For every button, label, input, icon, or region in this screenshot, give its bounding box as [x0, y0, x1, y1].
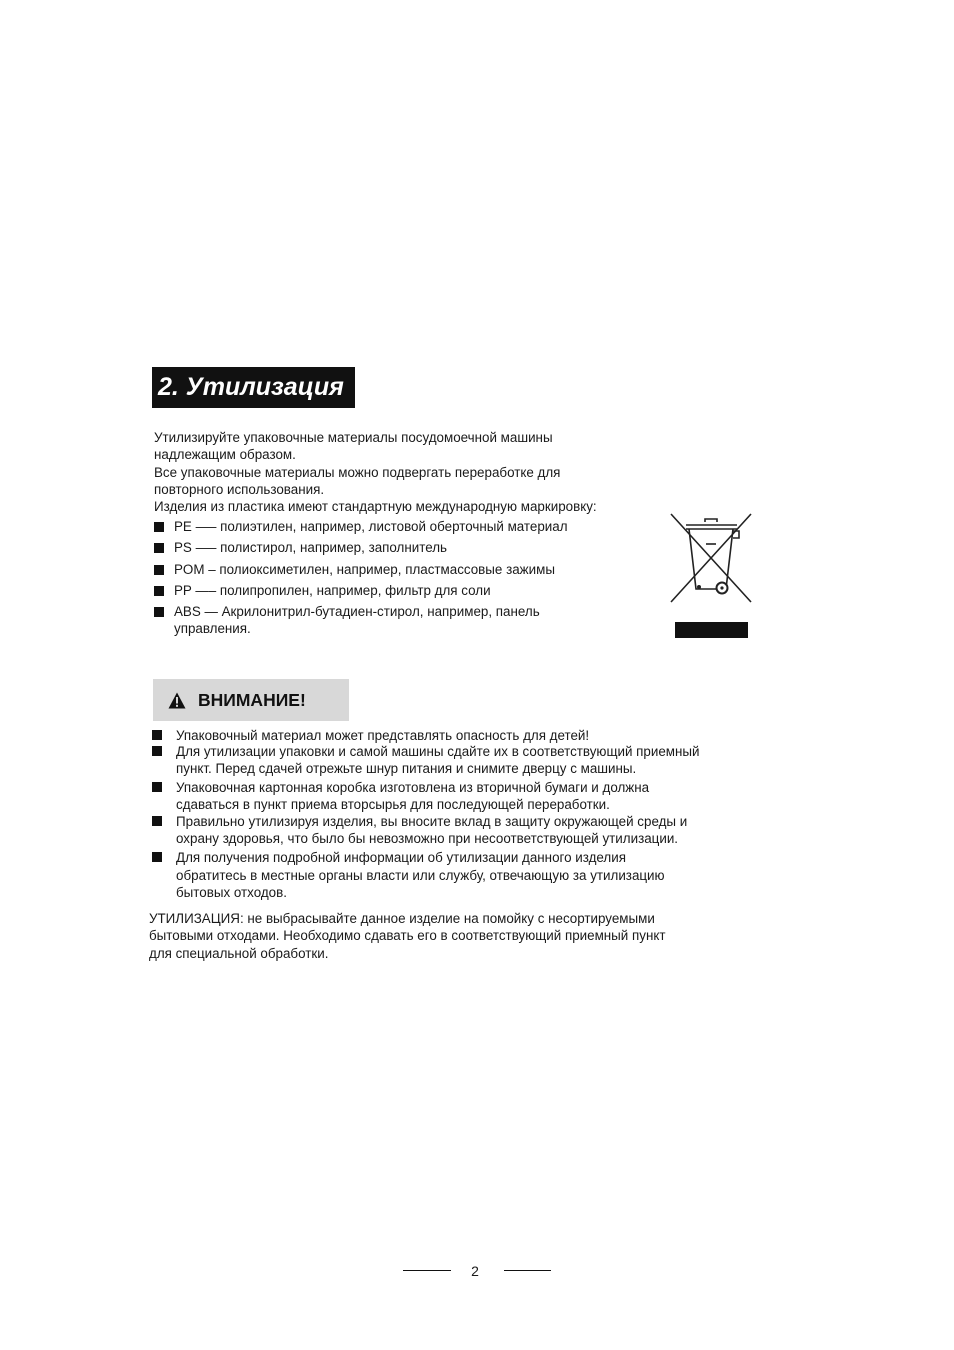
marking-text: PE —– полиэтилен, например, листовой оберточный материал [174, 519, 568, 534]
square-bullet-icon [152, 852, 162, 862]
list-item [152, 813, 752, 847]
list-item [154, 603, 654, 638]
square-bullet-icon [154, 607, 164, 617]
warning-text: Упаковочная картонная коробка изготовлена из вторичной бумаги и должна [176, 779, 650, 795]
square-bullet-icon [152, 782, 162, 792]
page-number: 2 [471, 1263, 479, 1279]
warning-text: обратитесь в местные органы власти или службу, отвечающую за утилизацию [176, 867, 665, 883]
disposal-note [149, 910, 749, 962]
warning-text: сдаваться в пункт приема вторсырья для последующей переработки. [176, 796, 610, 812]
section-title: 2. Утилизация [152, 367, 355, 408]
warning-triangle-icon [168, 692, 186, 709]
intro-line: надлежащим образом. [154, 447, 296, 463]
page-footer [0, 1262, 954, 1282]
square-bullet-icon [152, 816, 162, 826]
intro-line: Все упаковочные материалы можно подвергать переработке для [154, 464, 561, 480]
warning-text: Для утилизации упаковки и самой машины сдайте их в соответствующий приемный [176, 744, 700, 760]
square-bullet-icon [152, 730, 162, 740]
intro-line: Утилизируйте упаковочные материалы посудомоечной машины [154, 430, 553, 445]
warning-text: бытовых отходов. [176, 884, 287, 900]
list-item [152, 779, 752, 813]
warning-header [153, 679, 349, 721]
disposal-line: УТИЛИЗАЦИЯ: не выбрасывайте данное изделие на помойку с несортируемыми [149, 911, 655, 926]
footer-rule-right [504, 1270, 551, 1271]
disposal-line: бытовыми отходами. Необходимо сдавать его в соответствующий приемный пункт [149, 928, 666, 944]
list-item [152, 743, 752, 777]
warning-title: ВНИМАНИЕ! [198, 689, 306, 710]
square-bullet-icon [152, 746, 162, 756]
square-bullet-icon [154, 586, 164, 596]
marking-text: управления. [174, 621, 251, 637]
footer-rule-left [403, 1270, 451, 1271]
square-bullet-icon [154, 543, 164, 553]
marking-text: PS —– полистирол, например, заполнитель [174, 540, 448, 556]
warning-text: пункт. Перед сдачей отрежьте шнур питания и снимите дверцу с машины. [176, 761, 637, 777]
square-bullet-icon [154, 565, 164, 575]
list-item [154, 561, 654, 578]
list-item [154, 518, 654, 535]
list-item [152, 727, 752, 744]
warning-list [152, 727, 752, 901]
crossed-out-wheelie-bin-icon [669, 511, 753, 605]
marking-text: PP —– полипропилен, например, фильтр для соли [174, 582, 491, 598]
disposal-line: для специальной обработки. [149, 945, 329, 961]
plastic-markings-list [154, 518, 654, 642]
warning-text: Упаковочный материал может представлять опасность для детей! [176, 728, 590, 743]
marking-text: POM – полиоксиметилен, например, пластмассовые зажимы [174, 561, 555, 577]
square-bullet-icon [154, 522, 164, 532]
intro-line: повторного использования. [154, 481, 325, 497]
list-item [154, 539, 654, 556]
intro-text [154, 429, 654, 515]
warning-text: Для получения подробной информации об утилизации данного изделия [176, 850, 626, 866]
marking-text: ABS — Акрилонитрил-бутадиен-стирол, например, панель [174, 604, 540, 620]
list-item [152, 849, 752, 901]
list-item [154, 582, 654, 599]
bin-symbol-bar [675, 622, 748, 638]
warning-text: Правильно утилизируя изделия, вы вносите вклад в защиту окружающей среды и [176, 814, 688, 830]
intro-line: Изделия из пластика имеют стандартную международную маркировку: [154, 499, 597, 515]
warning-text: охрану здоровья, что было бы невозможно при несоответствующей утилизации. [176, 831, 679, 847]
